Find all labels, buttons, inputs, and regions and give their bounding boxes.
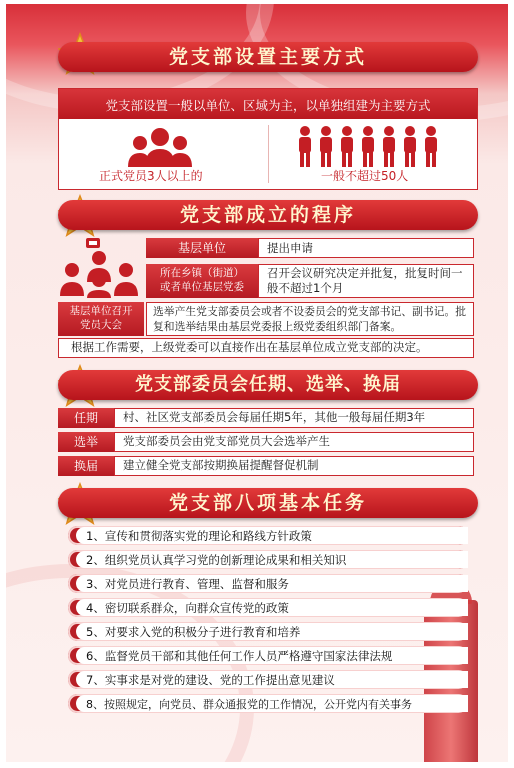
- task-item: [68, 622, 468, 641]
- task-text: 3、对党员进行教育、管理、监督和服务: [86, 577, 289, 591]
- section3-row3-label-text: 换届: [73, 459, 98, 473]
- section3-row3-box: [114, 456, 474, 476]
- section1-divider: [268, 125, 269, 183]
- task-text: 1、宣传和贯彻落实党的理论和路线方针政策: [86, 529, 312, 543]
- task-text: 7、实事求是对党的建设、党的工作提出意见建议: [86, 673, 335, 687]
- section2-row1-box: [258, 238, 474, 258]
- task-item: [68, 526, 468, 545]
- section1-right-label: 一般不超过50人: [321, 169, 409, 183]
- group-people-icon: [125, 125, 195, 169]
- section3-row1-text: 村、社区党支部委员会每届任期5年，其他一般每届任期3年: [123, 410, 426, 424]
- section3-row1-box: [114, 408, 474, 428]
- section1-intro-bar: [59, 89, 477, 119]
- section3-row1-label-text: 任期: [73, 411, 98, 425]
- section2-banner: [58, 200, 478, 230]
- task-item: [68, 550, 468, 569]
- section3-row2-box: [114, 432, 474, 452]
- section2-row3-label: [58, 302, 144, 336]
- section3-row1-label: [58, 408, 114, 428]
- section1-banner: [58, 42, 478, 72]
- task-text: 2、组织党员认真学习党的创新理论成果和相关知识: [86, 553, 347, 567]
- section3-row2-label: [58, 432, 114, 452]
- section1-title: 党支部设置主要方式: [168, 46, 367, 68]
- section2-row2-box: [258, 264, 474, 298]
- task-item: [68, 694, 468, 713]
- task-text: 4、密切联系群众，向群众宣传党的政策: [86, 601, 289, 615]
- section2-row3-box: [146, 302, 474, 336]
- task-text: 8、按照规定，向党员、群众通报党的工作情况，公开党内有关事务: [86, 698, 412, 711]
- section2-row2-label-text: 所在乡镇（街道）或者单位基层党委: [160, 267, 244, 293]
- people-row-icon: [295, 125, 445, 169]
- task-text: 6、监督党员干部和其他任何工作人员严格遵守国家法律法规: [86, 649, 393, 663]
- section4-banner: [58, 488, 478, 518]
- section2-row2-text: 召开会议研究决定并批复，批复时间一般不超过1个月: [267, 266, 463, 295]
- section2-row1-text: 提出申请: [267, 241, 313, 255]
- section4-title: 党支部八项基本任务: [168, 492, 367, 514]
- meeting-people-icon: [58, 236, 140, 298]
- section3-banner: [58, 370, 478, 400]
- section1-left-label: 正式党员3人以上的: [99, 169, 203, 183]
- task-item: [68, 574, 468, 593]
- task-item: [68, 670, 468, 689]
- task-text: 5、对要求入党的积极分子进行教育和培养: [86, 625, 301, 639]
- section2-row3-text: 选举产生党支部委员会或者不设委员会的党支部书记、副书记。批复和选举结果由基层党委报上级党委组织部门备案。: [153, 305, 467, 333]
- section2-row1-label: [146, 238, 258, 258]
- section1-box: [58, 88, 478, 190]
- section2-note: 根据工作需要，上级党委可以直接作出在基层单位成立党支部的决定。: [71, 340, 428, 354]
- section3-row2-label-text: 选举: [73, 435, 98, 449]
- section3-row3-text: 建立健全党支部按期换届提醒督促机制: [123, 458, 319, 472]
- section3-row2-text: 党支部委员会由党支部党员大会选举产生: [123, 434, 330, 448]
- section2-row3-label-text: 基层单位召开党员大会: [69, 305, 133, 331]
- task-item: [68, 646, 468, 665]
- section1-intro: 党支部设置一般以单位、区域为主，以单独组建为主要方式: [105, 98, 431, 113]
- section3-title: 党支部委员会任期、选举、换届: [135, 374, 401, 395]
- section2-row1-label-text: 基层单位: [177, 241, 226, 255]
- section2-title: 党支部成立的程序: [179, 204, 356, 226]
- section3-row3-label: [58, 456, 114, 476]
- section2-row2-label: [146, 264, 258, 298]
- task-item: [68, 598, 468, 617]
- poster: [6, 4, 508, 762]
- section2-note-box: [58, 338, 474, 358]
